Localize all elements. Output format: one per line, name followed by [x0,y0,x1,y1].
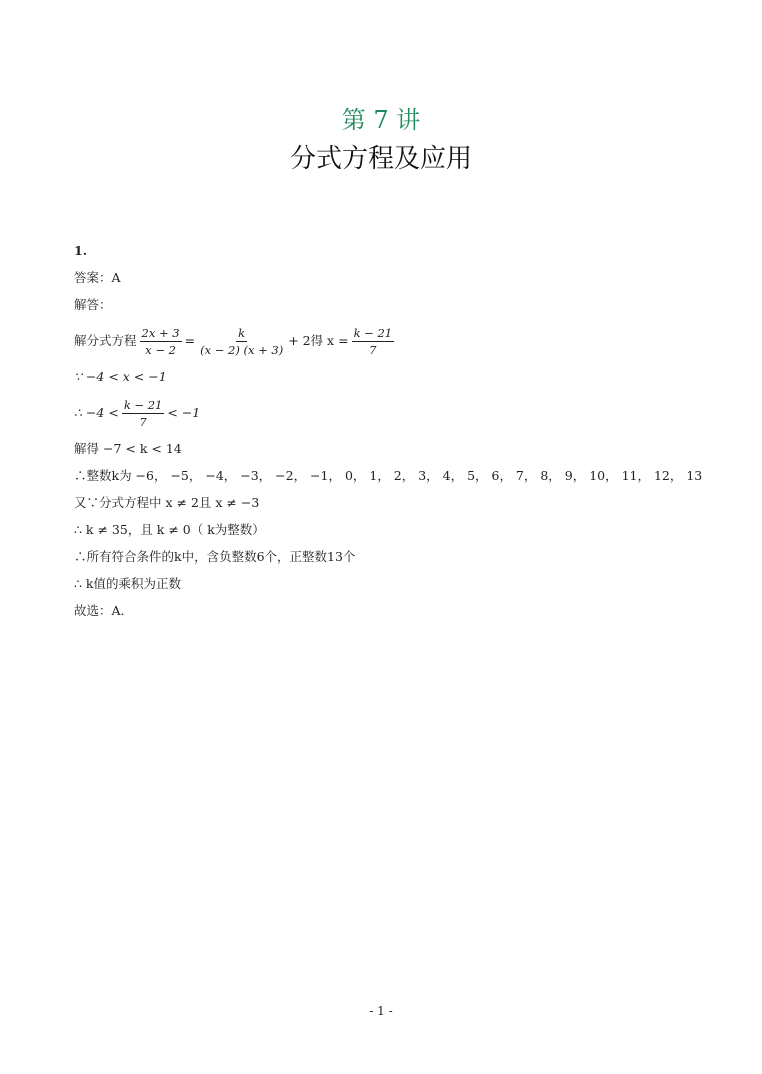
step-equation [74,323,714,359]
fraction-denominator: (x − 2) (x + 3) [200,342,284,357]
answer-text: 答案：A [74,270,121,285]
solution-body [74,242,714,629]
solution-label-line [74,296,714,314]
step-integer-list [74,467,714,485]
step-product-sign [74,575,714,593]
step-count [74,548,714,566]
solution-label: 解答： [74,297,112,312]
fraction-denominator: x − 2 [145,342,176,357]
fraction-denominator: 7 [369,342,377,357]
step2-text: ∵ −4 < x < −1 [74,369,167,384]
page-number: - 1 - [369,1004,393,1018]
step7-text: ∴ k ≠ 35，且 k ≠ 0（ k为整数） [74,522,265,537]
fraction-numerator: k − 21 [353,325,393,340]
step-k-restriction [74,521,714,539]
step1-middle: + 2得 x = [288,333,349,348]
step8-text: ∴所有符合条件的k中，含负整数6个，正整数13个 [74,549,356,564]
fraction-k-over-product [198,326,285,357]
conclusion-line [74,602,714,620]
equals-sign: = [184,333,196,348]
fraction-numerator: 2x + 3 [141,325,180,340]
step-domain-restriction [74,494,714,512]
step4-text: 解得 −7 < k < 14 [74,441,182,456]
step3-suffix: < −1 [167,405,201,420]
step-solve-k [74,440,714,458]
step5-text: ∴整数k为 −6， −5， −4， −3， −2， −1， 0， 1， 2， 3， 4， 5， 6， 7， 8， 9， 10， 11， 12， 13 [74,468,703,483]
fraction-numerator: k [238,325,246,340]
conclusion-text: 故选：A. [74,603,125,618]
lecture-heading: 第 7 讲 [341,106,421,134]
step3-prefix: ∴ −4 < [74,405,119,420]
fraction-denominator: 7 [139,414,147,429]
question-number-line [74,242,714,260]
step1-prefix: 解分式方程 [74,333,137,348]
page-title: 分式方程及应用 [289,144,472,174]
question-number: 1. [74,243,88,258]
step9-text: ∴ k值的乘积为正数 [74,576,182,591]
fraction-2x-plus-3 [140,326,182,357]
step-range-fraction [74,395,714,431]
fraction-k-minus-21-over-7 [122,398,165,429]
step-range-x [74,368,714,386]
step6-text: 又∵分式方程中 x ≠ 2且 x ≠ −3 [74,495,260,510]
fraction-numerator: k − 21 [123,397,163,412]
fraction-solution [352,326,395,357]
answer-line [74,269,714,287]
